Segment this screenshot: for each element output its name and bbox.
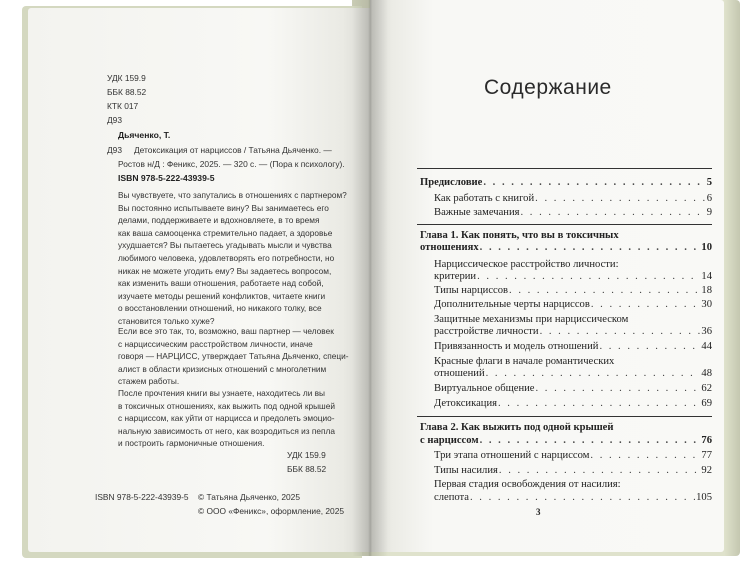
- toc-rule: [417, 416, 712, 417]
- text-line: становится только хуже?: [118, 315, 215, 326]
- text-line: Если все это так, то, возможно, ваш партнер — человек: [118, 326, 334, 336]
- toc-top-rule: [417, 168, 712, 169]
- toc-leader: [540, 325, 701, 339]
- toc-entry-label: Первая стадия освобождения от насилия:: [434, 479, 621, 490]
- biblio-line-2: Ростов н/Д : Феникс, 2025. — 320 с. — (Пора к психологу).: [118, 159, 345, 169]
- text-line: говоря — НАРЦИСС, утверждает Татьяна Дьяченко, специ-: [118, 351, 349, 362]
- page-number: 3: [536, 507, 541, 517]
- toc-entry-label: Предисловие: [420, 177, 483, 188]
- author-code: Д93: [107, 115, 122, 125]
- toc-entry-label: Три этапа отношений с нарциссом: [434, 450, 590, 461]
- toc-entry-page: 30: [701, 299, 712, 310]
- toc-entry-label: отношениях: [420, 242, 479, 253]
- text-line: и построить гармоничные отношения.: [118, 438, 265, 449]
- toc-leader: [509, 284, 700, 298]
- bbk-code-bottom: ББК 88.52: [287, 464, 327, 474]
- toc-entry-label: Детоксикация: [434, 398, 497, 409]
- text-line: как изменить ваши отношения, работаете над собой,: [118, 278, 324, 289]
- toc-leader: [521, 206, 706, 220]
- toc-leader: [590, 449, 700, 463]
- text-line: алист в области кризисных отношений с многолетним: [118, 363, 327, 374]
- toc-entry-label: Привязанность и модель отношений: [434, 341, 599, 352]
- toc-leader: [498, 397, 700, 411]
- toc-leader: [591, 298, 701, 312]
- text-line: как ваша самооценка стремительно падает, а здоровье: [118, 227, 333, 238]
- toc-entry-label: Типы нарциссов: [434, 285, 509, 296]
- text-line: любимого человека, удовлетворять его потребности, но: [118, 252, 335, 263]
- text-line: изучаете методы решений конфликтов, читаете книги: [118, 290, 326, 301]
- text-line: После прочтения книги вы узнаете, находитесь ли вы: [118, 388, 326, 398]
- toc-entry-page: 105: [696, 492, 712, 503]
- toc-entry-label: критерии: [434, 271, 477, 282]
- toc-entry: [434, 325, 712, 339]
- toc-entry-label: Глава 2. Как выжить под одной крышей: [420, 422, 614, 433]
- toc-entry-label: отношений: [434, 368, 485, 379]
- toc-entry-page: 62: [701, 383, 712, 394]
- text-line: никак не можете угодить ему? Вы задаетесь вопросом,: [118, 265, 332, 276]
- toc-entry-label: расстройстве личности: [434, 326, 539, 337]
- toc-entry-line-1: [434, 478, 712, 492]
- toc-entry-page: 77: [701, 450, 712, 461]
- toc-entry: [434, 192, 712, 206]
- toc-entry-page: 76: [701, 435, 712, 446]
- text-line: делами, поддерживаете и вдохновляете, в то время: [118, 215, 320, 226]
- toc-entry-page: 44: [701, 341, 712, 352]
- toc-entry-label: Нарциссическое расстройство личности:: [434, 259, 619, 270]
- isbn-bold: ISBN 978-5-222-43939-5: [118, 173, 215, 183]
- toc-entry-label: Важные замечания: [434, 207, 520, 218]
- toc-chapter-line-1: [420, 421, 712, 435]
- toc-leader: [536, 382, 701, 396]
- toc-entry: [434, 464, 712, 478]
- udk-code: УДК 159.9: [107, 73, 146, 83]
- toc-entry-page: 9: [706, 207, 712, 218]
- copyright-publisher: © ООО «Феникс», оформление, 2025: [198, 506, 345, 516]
- toc-entry: [434, 449, 712, 463]
- annotation-paragraph-3: [118, 387, 335, 450]
- toc-entry-label: Защитные механизмы при нарциссическом: [434, 314, 629, 325]
- toc-entry: [434, 397, 712, 411]
- toc-leader: [480, 434, 701, 448]
- toc-leader: [599, 340, 700, 354]
- text-line: Вы постоянно испытываете вину? Вы занимаетесь его: [118, 202, 329, 213]
- text-line: с нарциссом, как уйти от нарцисса и предолеть эмоцио-: [118, 413, 335, 424]
- toc-entry-page: 6: [706, 193, 712, 204]
- toc-entry-page: 69: [701, 398, 712, 409]
- toc-leader: [480, 241, 701, 255]
- text-line: в токсичных отношениях, как выжить под одной крышей: [118, 400, 335, 411]
- ktk-code: КТК 017: [107, 101, 139, 111]
- toc-entry: [434, 491, 712, 505]
- toc-entry-page: 14: [701, 271, 712, 282]
- toc-leader: [535, 192, 706, 206]
- toc-rule: [417, 224, 712, 225]
- toc-entry-label: Дополнительные черты нарциссов: [434, 299, 590, 310]
- annotation-paragraph-1: [118, 189, 347, 328]
- biblio-code: Д93: [107, 145, 122, 155]
- toc-leader: [486, 367, 701, 381]
- toc-entry: [434, 382, 712, 396]
- text-line: Вы чувствуете, что запутались в отношениях с партнером?: [118, 190, 347, 200]
- author-name: Дьяченко, Т.: [118, 130, 171, 140]
- udk-code-bottom: УДК 159.9: [287, 450, 326, 460]
- toc-entry-label: с нарциссом: [420, 435, 479, 446]
- toc-entry-label: Типы насилия: [434, 465, 498, 476]
- text-line: о восстановлении отношений, но никакого толку, все: [118, 303, 322, 314]
- toc-entry-page: 18: [701, 285, 712, 296]
- isbn-bottom: ISBN 978-5-222-43939-5: [95, 492, 189, 502]
- text-line: нальную зависимость от него, как возродиться из пепла: [118, 425, 335, 436]
- spine-shadow: [352, 0, 388, 556]
- toc-leader: [477, 270, 700, 284]
- toc-entry: [434, 270, 712, 284]
- toc-leader: [499, 464, 701, 478]
- toc-entry: [420, 434, 712, 448]
- toc-entry-page: 10: [701, 242, 712, 253]
- page-title: Содержание: [484, 76, 612, 99]
- copyright-author: © Татьяна Дьяченко, 2025: [198, 492, 300, 502]
- toc-entry-page: 5: [706, 177, 712, 188]
- bbk-code: ББК 88.52: [107, 87, 147, 97]
- toc-leader: [470, 491, 695, 505]
- toc-entry-page: 36: [701, 326, 712, 337]
- toc-entry: [420, 241, 712, 255]
- toc-entry: [434, 367, 712, 381]
- text-line: с нарциссическим расстройством личности, иначе: [118, 338, 313, 349]
- toc-entry: [434, 284, 712, 298]
- toc-entry-label: Глава 1. Как понять, что вы в токсичных: [420, 230, 619, 241]
- toc-entry: [420, 176, 712, 190]
- text-line: ухудшается? Вы пытаетесь угадывать мысли и чувства: [118, 240, 332, 251]
- toc-entry-label: Виртуальное общение: [434, 383, 535, 394]
- annotation-paragraph-2: [118, 325, 349, 388]
- toc-entry: [434, 298, 712, 312]
- toc-entry: [434, 340, 712, 354]
- toc-entry-page: 92: [701, 465, 712, 476]
- toc-entry-page: 48: [701, 368, 712, 379]
- toc-leader: [483, 176, 705, 190]
- toc-entry-label: слепота: [434, 492, 469, 503]
- toc-entry-label: Красные флаги в начале романтических: [434, 356, 615, 367]
- toc-entry-label: Как работать с книгой: [434, 193, 535, 204]
- toc-entry: [434, 206, 712, 220]
- text-line: стажем работы.: [118, 376, 180, 387]
- biblio-line-1: Детоксикация от нарциссов / Татьяна Дьяченко. —: [134, 145, 332, 155]
